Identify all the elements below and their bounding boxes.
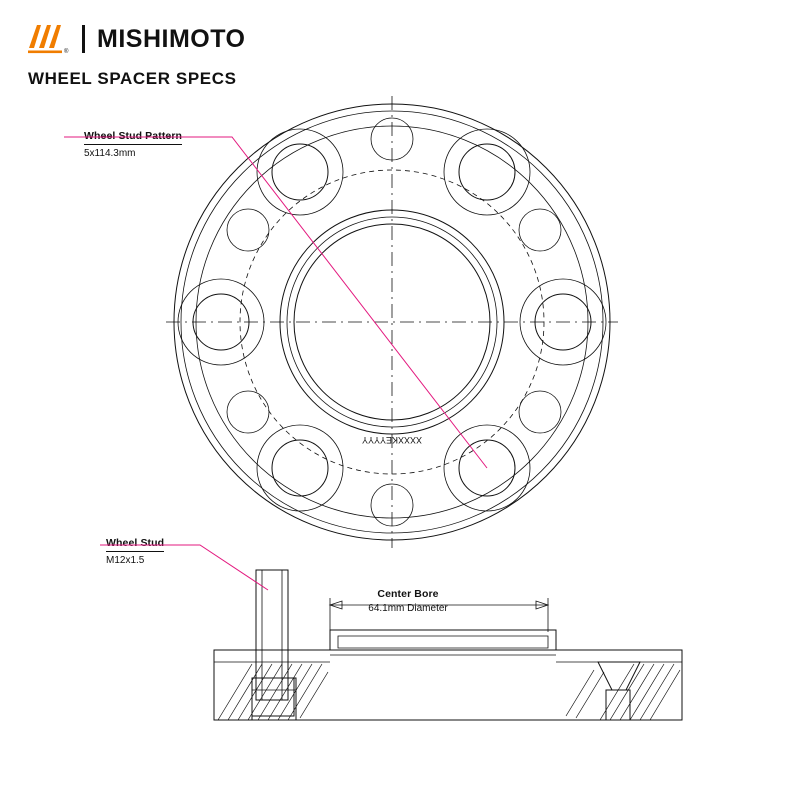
lug-hole [459,144,515,200]
stud-hole [519,209,561,251]
spacer-outer-edge [174,104,610,540]
lug-boss [257,425,343,511]
section-view [100,545,682,720]
callout-wheel-stud-pattern-value: 5x114.3mm [84,148,136,159]
callout-wheel-stud-title: Wheel Stud [106,537,164,552]
stud-hole [227,391,269,433]
registered-mark: ® [64,49,69,55]
stud-hole [227,209,269,251]
callout-center-bore-title: Center Bore [377,588,439,600]
callout-center-bore-value: 64.1mm Diameter [368,603,448,614]
watermark-text: XXXXKEYYYY [361,435,423,445]
center-bore-dimension [330,598,548,632]
hub-lip [338,636,548,648]
stud-hole [519,391,561,433]
section-hatch-right [566,664,680,720]
lug-hole [272,144,328,200]
stud-bore-right [606,690,630,720]
spacer-body-section [214,630,682,720]
front-view [64,96,618,548]
countersink-right [598,662,640,690]
leader-line-wheel-stud [100,545,268,590]
leader-line-stud-pattern [64,137,487,468]
callout-wheel-stud-value: M12x1.5 [106,555,145,566]
callout-wheel-stud-pattern-title: Wheel Stud Pattern [84,130,182,145]
lug-hole [272,440,328,496]
lug-boss [444,129,530,215]
section-hatch-left [218,664,328,720]
brand-name: MISHIMOTO [97,24,246,53]
wheel-stud [252,570,294,716]
page-title: WHEEL SPACER SPECS [28,69,237,88]
